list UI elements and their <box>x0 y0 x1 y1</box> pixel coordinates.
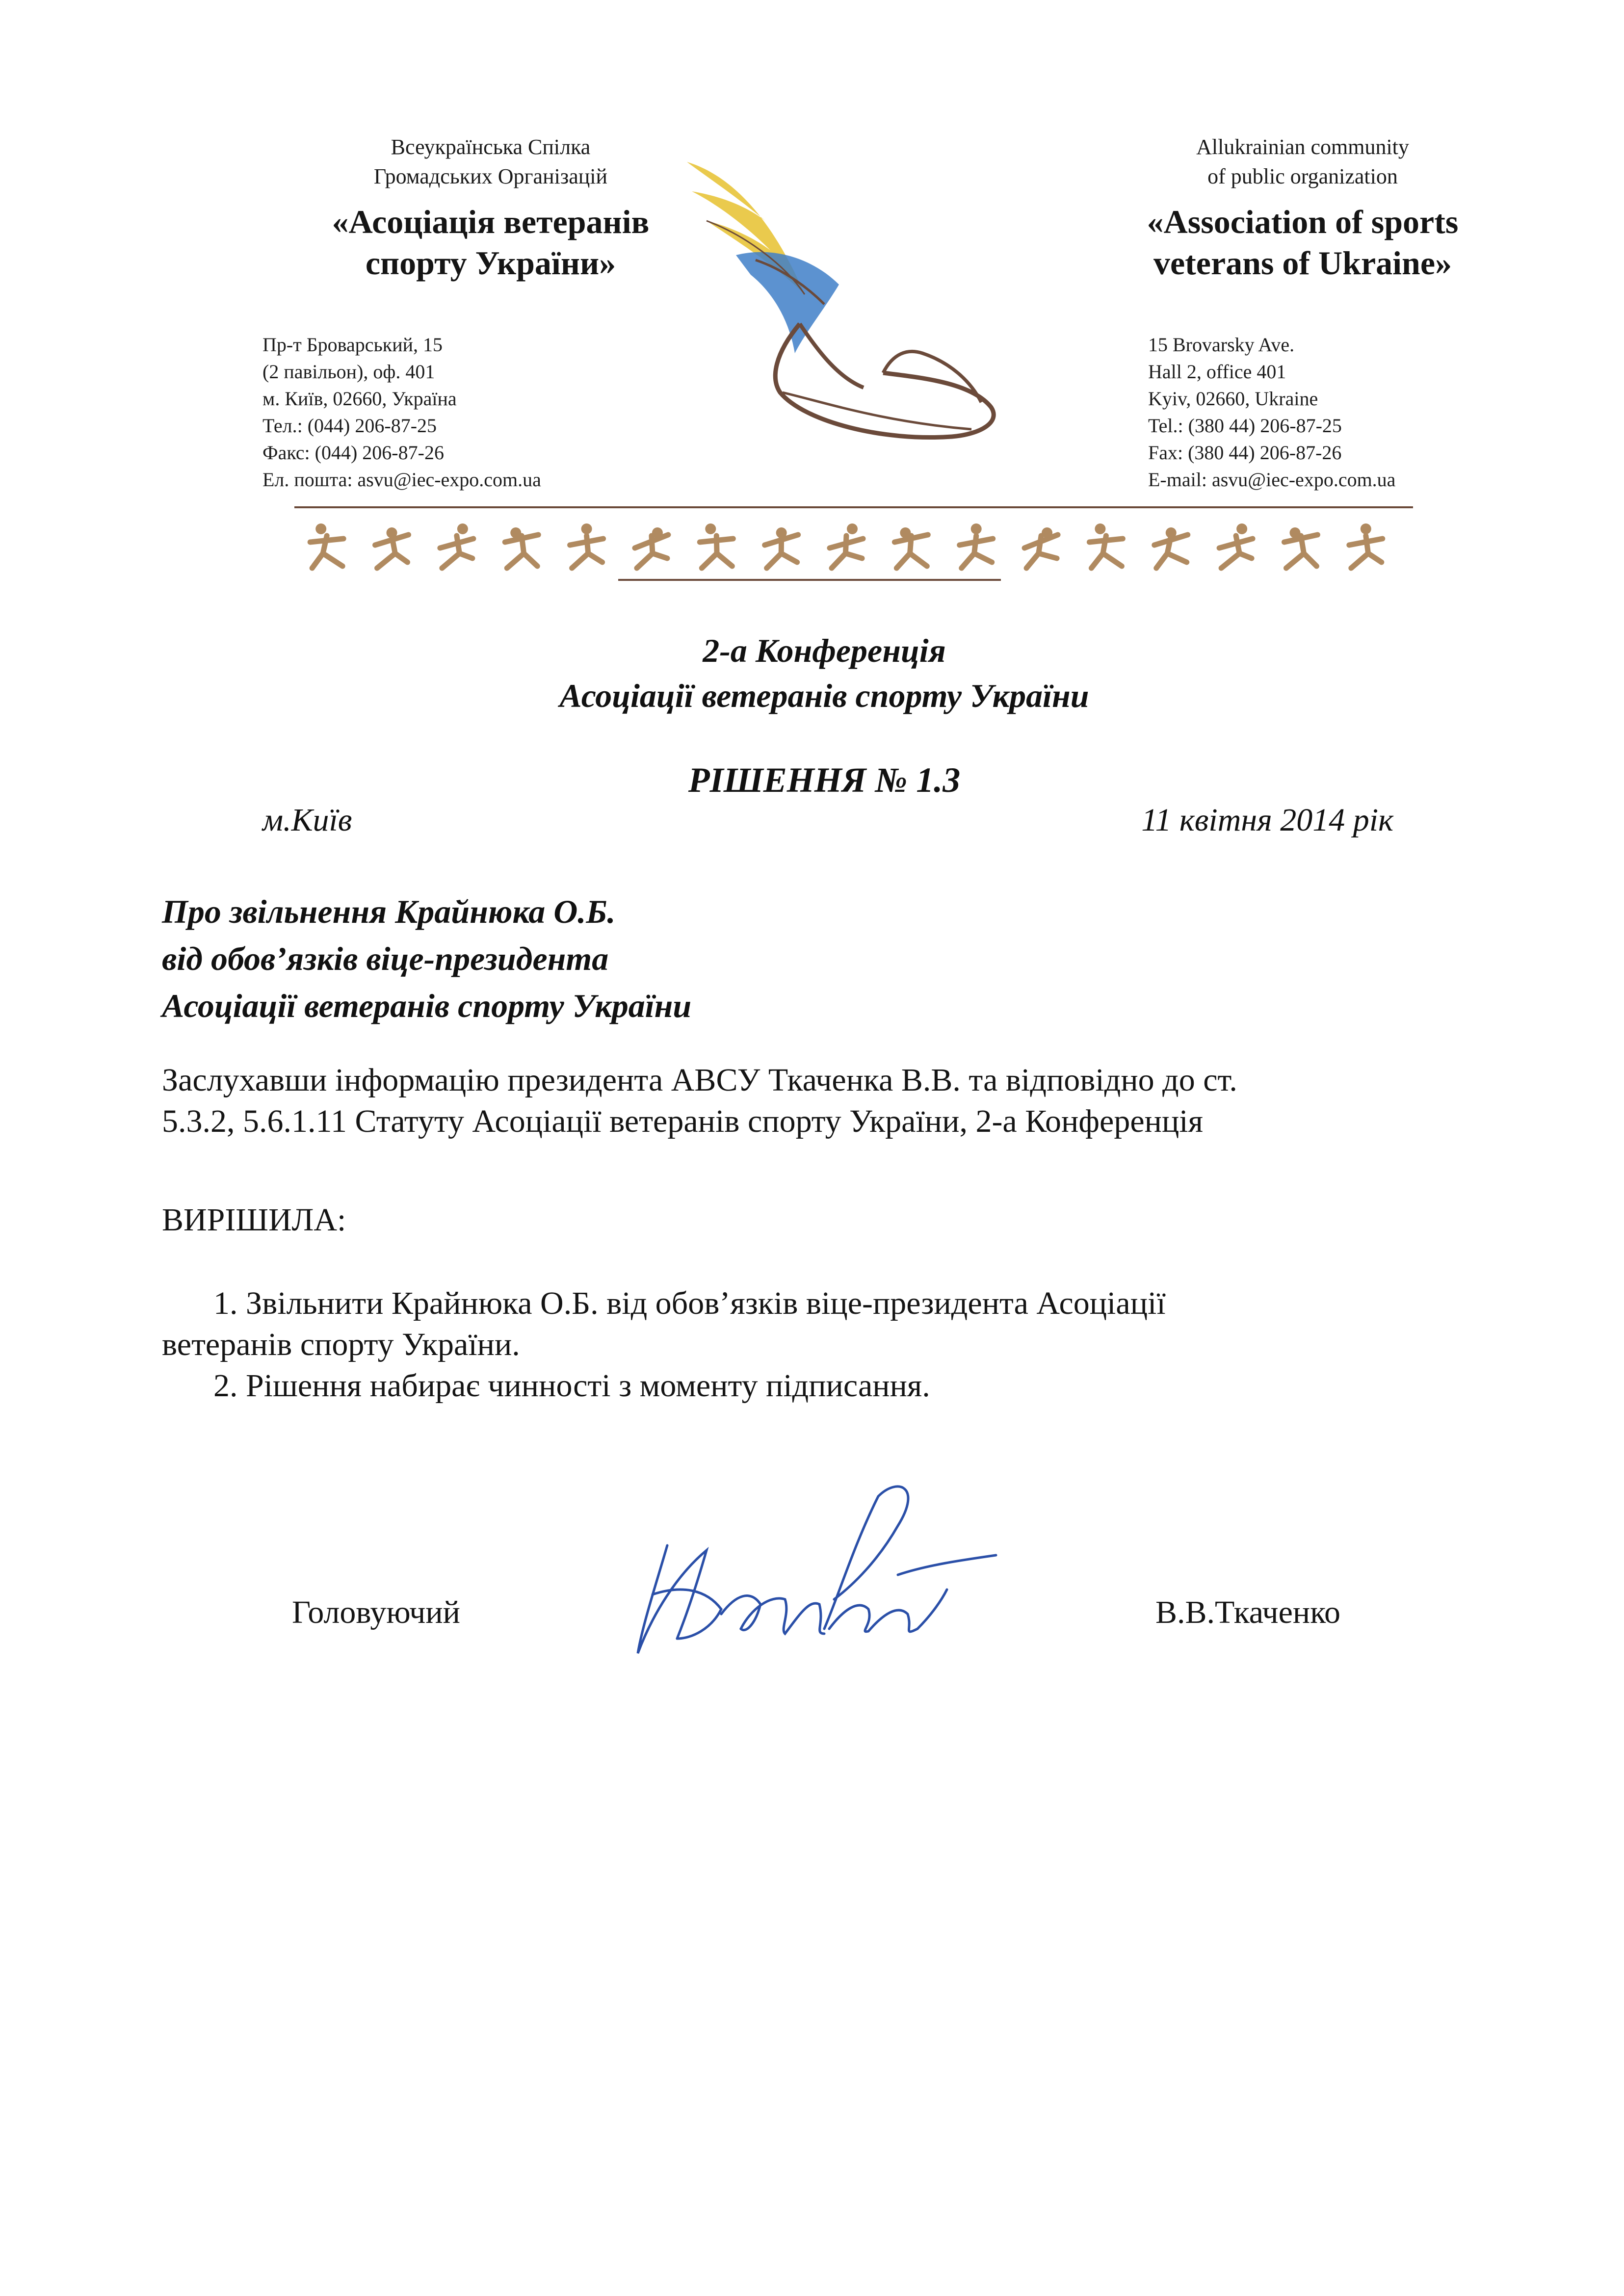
winged-sandal-icon <box>677 147 1021 451</box>
decision-subject <box>162 888 1143 1029</box>
sport-pictogram <box>1349 523 1383 568</box>
address-line: 15 Brovarsky Ave. <box>1148 334 1295 356</box>
subject-line2: від обов’язків віце-президента <box>162 940 609 977</box>
header-left-address <box>262 331 704 493</box>
body-resolved: ВИРІШИЛА: <box>162 1202 346 1238</box>
signature-role: Головуючий <box>292 1594 460 1630</box>
sport-pictogram <box>505 527 538 568</box>
sport-pictogram <box>1219 523 1253 568</box>
sport-pictogram <box>700 523 733 568</box>
header-right-line1: Allukrainian community <box>1196 135 1409 159</box>
header-right-name-line2: veterans of Ukraine» <box>1153 244 1452 282</box>
decision-title: РІШЕННЯ № 1.3 <box>688 760 961 800</box>
address-line: (2 павільон), оф. 401 <box>262 361 435 383</box>
sport-pictogram <box>894 527 928 568</box>
address-line: Fax: (380 44) 206-87-26 <box>1148 442 1342 464</box>
address-line: м. Київ, 02660, Україна <box>262 388 457 410</box>
address-line: Kyiv, 02660, Ukraine <box>1148 388 1318 410</box>
header-left-name-line2: спорту України» <box>365 244 616 282</box>
header-right-line2: of public organization <box>1207 164 1398 188</box>
decision-city: м.Київ <box>262 802 352 838</box>
sport-pictogram <box>635 527 668 568</box>
sport-pictogram <box>310 523 343 568</box>
sport-pictogram <box>1024 527 1058 568</box>
sport-pictogram <box>1284 527 1317 568</box>
sport-pictogram <box>765 527 798 568</box>
header-left-line1: Всеукраїнська Спілка <box>391 135 591 159</box>
decision-date: 11 квітня 2014 рік <box>1141 802 1393 838</box>
header-right <box>1045 132 1560 284</box>
body-items <box>162 1283 1487 1407</box>
conference-heading <box>343 628 1305 718</box>
sport-pictogram <box>570 523 603 568</box>
header-divider <box>294 506 1413 508</box>
item2: 2. Рішення набирає чинності з моменту підписання. <box>213 1368 930 1404</box>
conference-line1: 2-а Конференція <box>703 632 946 669</box>
body-intro <box>162 1060 1487 1142</box>
sport-pictogram <box>960 523 993 568</box>
signature-name: В.В.Ткаченко <box>1155 1594 1340 1630</box>
sport-pictogram <box>830 523 863 568</box>
item1-line2: ветеранів спорту України. <box>162 1327 520 1362</box>
header-right-address <box>1148 331 1590 493</box>
sport-pictogram <box>375 527 409 568</box>
header-right-name-line1: «Association of sports <box>1147 203 1459 240</box>
intro-line1: Заслухавши інформацію президента АВСУ Ткаченка В.В. та відповідно до ст. <box>162 1062 1237 1098</box>
address-line: Факс: (044) 206-87-26 <box>262 442 444 464</box>
sport-pictogram <box>1154 527 1188 568</box>
handwritten-signature <box>623 1467 1016 1673</box>
conference-line2: Асоціації ветеранів спорту України <box>559 677 1089 714</box>
sport-pictogram <box>440 523 473 568</box>
item1-line1: 1. Звільнити Крайнюка О.Б. від обов’язків віце-президента Асоціації <box>213 1285 1166 1321</box>
sport-pictogram <box>1089 523 1123 568</box>
subject-line1: Про звільнення Крайнюка О.Б. <box>162 893 616 930</box>
header-left-line2: Громадських Організацій <box>373 164 608 188</box>
strip-underline <box>618 579 1001 581</box>
address-line: Ел. пошта: asvu@iec-expo.com.ua <box>262 469 541 491</box>
sports-pictograms-strip <box>294 515 1398 574</box>
header-left-name-line1: «Асоціація ветеранів <box>332 203 650 240</box>
address-line: Tel.: (380 44) 206-87-25 <box>1148 415 1342 437</box>
address-line: Hall 2, office 401 <box>1148 361 1286 383</box>
intro-line2: 5.3.2, 5.6.1.11 Статуту Асоціації ветеранів спорту України, 2-а Конференція <box>162 1103 1203 1139</box>
subject-line3: Асоціації ветеранів спорту України <box>162 987 692 1024</box>
header-left <box>245 132 736 284</box>
address-line: Тел.: (044) 206-87-25 <box>262 415 437 437</box>
address-line: Пр-т Броварський, 15 <box>262 334 443 356</box>
address-line: E-mail: asvu@iec-expo.com.ua <box>1148 469 1396 491</box>
